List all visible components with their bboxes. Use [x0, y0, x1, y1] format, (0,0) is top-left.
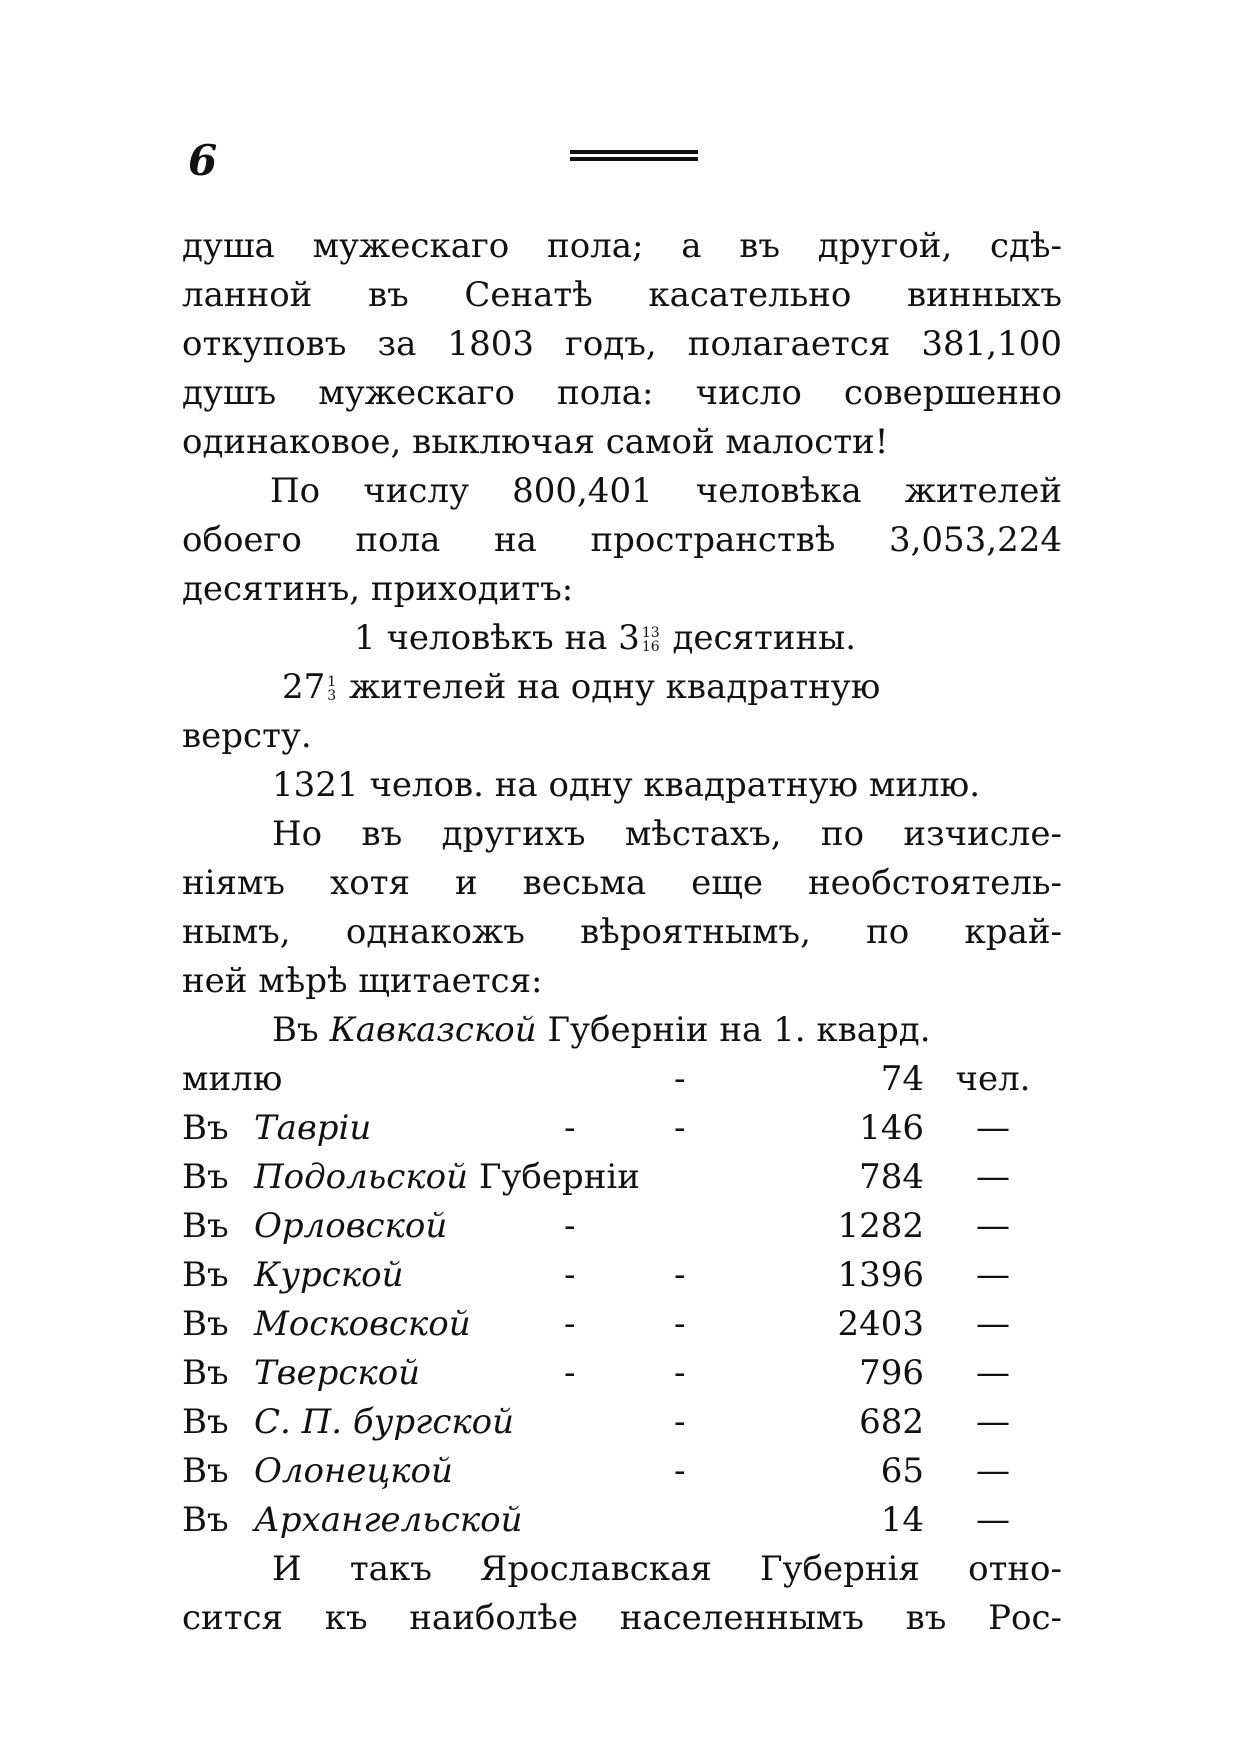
row-name: Тавріи	[254, 1108, 372, 1148]
text-line: Но въ другихъ мѣстахъ, по изчисле-	[272, 814, 1062, 854]
row-prefix: Въ	[182, 1402, 229, 1442]
fraction-numerator: 13	[641, 625, 660, 641]
row-dash	[674, 1496, 784, 1545]
text-line: душъ мужескаго пола: число совершенно	[182, 373, 1062, 413]
text-line: откуповъ за 1803 годъ, полагается 381,100	[182, 324, 1062, 364]
fraction-numerator: 1	[327, 674, 337, 690]
table-row	[182, 1251, 1062, 1300]
table-row	[182, 1300, 1062, 1349]
row-dash: -	[674, 1255, 686, 1295]
page-body	[182, 222, 1062, 1643]
row-prefix: Въ	[182, 1304, 229, 1344]
row-value: 784	[859, 1157, 924, 1197]
row-value: 14	[880, 1500, 924, 1540]
row-prefix: Въ	[182, 1353, 229, 1393]
row-name: Архангельской	[254, 1500, 523, 1540]
row-dash: -	[564, 1353, 576, 1393]
row-dash: -	[674, 1304, 686, 1344]
row-unit: —	[976, 1206, 1010, 1246]
row-dash: -	[674, 1402, 686, 1442]
row-unit: —	[976, 1500, 1010, 1540]
header-rule	[570, 150, 698, 168]
text-line: десятинъ, приходитъ:	[182, 569, 574, 609]
table-row	[182, 1153, 1062, 1202]
row-unit: —	[976, 1402, 1010, 1442]
row-unit: —	[976, 1157, 1010, 1197]
heading-rest: Губерніи на 1. квард.	[547, 1010, 931, 1050]
row-dash: -	[564, 1255, 576, 1295]
row-dash	[564, 1447, 674, 1496]
heading-name: Кавказской	[329, 1010, 537, 1050]
row-value: 74	[880, 1059, 924, 1099]
row-unit: —	[976, 1353, 1010, 1393]
table-row	[182, 1104, 1062, 1153]
row-label: милю	[182, 1059, 283, 1099]
row-value: 146	[859, 1108, 924, 1148]
ratio-text: 1 человѣкъ на 3	[354, 618, 640, 658]
row-value: 1396	[837, 1255, 924, 1295]
row-prefix: Въ	[182, 1500, 229, 1540]
ratio-line-1	[182, 614, 1062, 663]
ratio-line-2	[182, 663, 1062, 712]
text-line: душа мужескаго пола; а въ другой, сдѣ-	[182, 226, 1062, 266]
row-unit: —	[976, 1108, 1010, 1148]
population-table	[182, 1055, 1062, 1545]
row-value: 2403	[837, 1304, 924, 1344]
row-name: Подольской	[254, 1157, 469, 1197]
ratio-text: 27	[282, 667, 326, 707]
text-line: ніямъ хотя и весьма еще необстоятель-	[182, 863, 1062, 903]
text-line: И такъ Ярославская Губернія отно-	[272, 1549, 1062, 1589]
text-line: одинаковое, выключая самой малости!	[182, 422, 889, 462]
row-value: 65	[880, 1451, 924, 1491]
row-value: 1282	[837, 1206, 924, 1246]
row-prefix: Въ	[182, 1206, 229, 1246]
page-number: 6	[188, 136, 218, 185]
text-line: нымъ, однакожъ вѣроятнымъ, по край-	[182, 912, 1062, 952]
row-name-cell	[254, 1153, 784, 1202]
row-name: Олонецкой	[254, 1451, 453, 1491]
row-name: Тверской	[254, 1353, 421, 1393]
text-line: ланной въ Сенатѣ касательно винныхъ	[182, 275, 1062, 315]
heading-prefix: Въ	[272, 1010, 319, 1050]
row-dash: -	[564, 1206, 576, 1246]
row-value: 796	[859, 1353, 924, 1393]
row-name: Курской	[254, 1255, 404, 1295]
text-line: сится къ наиболѣе населеннымъ въ Рос-	[182, 1598, 1062, 1638]
row-prefix: Въ	[182, 1451, 229, 1491]
row-unit: —	[976, 1255, 1010, 1295]
table-row	[182, 1447, 1062, 1496]
row-name: С. П. бургской	[254, 1402, 515, 1442]
text-line: ней мѣрѣ щитается:	[182, 961, 543, 1001]
row-unit: чел.	[955, 1059, 1031, 1099]
fraction	[642, 626, 660, 654]
row-dash: -	[564, 1108, 576, 1148]
row-dash	[564, 1398, 674, 1447]
row-dash	[564, 1496, 674, 1545]
row-unit: —	[976, 1451, 1010, 1491]
text-line: версту.	[182, 716, 312, 756]
fraction	[327, 675, 336, 703]
ratio-text: десятины.	[672, 618, 856, 658]
table-row	[182, 1398, 1062, 1447]
table-row	[182, 1349, 1062, 1398]
row-name: Московской	[254, 1304, 471, 1344]
row-dash: -	[674, 1353, 686, 1393]
table-heading	[182, 1006, 1062, 1055]
table-row	[182, 1055, 1062, 1104]
fraction-denominator: 3	[327, 688, 337, 704]
text-line: По числу 800,401 человѣка жителей	[270, 471, 1062, 511]
ratio-line-3: 1321 челов. на одну квадратную милю.	[272, 765, 981, 805]
row-suffix: Губерніи	[478, 1157, 640, 1197]
ratio-text: жителей на одну квадратную	[349, 667, 881, 707]
row-dash: -	[564, 1304, 576, 1344]
row-dash: -	[674, 1108, 686, 1148]
row-dash: -	[674, 1059, 686, 1099]
table-row	[182, 1202, 1062, 1251]
row-prefix: Въ	[182, 1157, 229, 1197]
row-name: Орловской	[254, 1206, 448, 1246]
text-line: обоего пола на пространствѣ 3,053,224	[182, 520, 1062, 560]
row-dash: -	[674, 1451, 686, 1491]
fraction-denominator: 16	[641, 639, 660, 655]
row-dash	[674, 1202, 784, 1251]
row-prefix: Въ	[182, 1255, 229, 1295]
row-unit: —	[976, 1304, 1010, 1344]
row-prefix: Въ	[182, 1108, 229, 1148]
table-row	[182, 1496, 1062, 1545]
row-value: 682	[859, 1402, 924, 1442]
